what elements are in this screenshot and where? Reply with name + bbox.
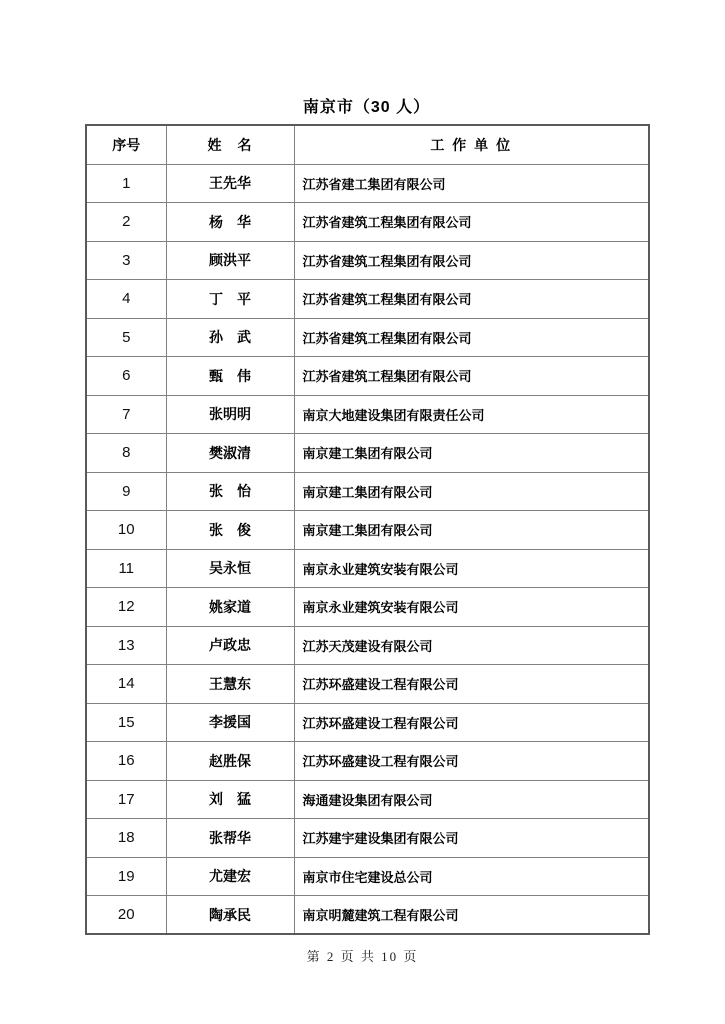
serial-cell: 14 xyxy=(86,665,166,704)
serial-cell: 18 xyxy=(86,819,166,858)
roster-table xyxy=(85,124,650,935)
name-cell: 李援国 xyxy=(166,703,294,742)
name-cell: 张明明 xyxy=(166,395,294,434)
serial-cell: 12 xyxy=(86,588,166,627)
serial-cell: 11 xyxy=(86,549,166,588)
name-cell: 赵胜保 xyxy=(166,742,294,781)
table-row xyxy=(86,318,649,357)
table-row xyxy=(86,241,649,280)
name-cell: 姚家道 xyxy=(166,588,294,627)
table-row xyxy=(86,665,649,704)
table-row xyxy=(86,626,649,665)
name-cell: 张 怡 xyxy=(166,472,294,511)
roster-table-body xyxy=(86,164,649,934)
unit-cell: 江苏省建筑工程集团有限公司 xyxy=(294,357,649,396)
serial-cell: 10 xyxy=(86,511,166,550)
unit-cell: 江苏环盛建设工程有限公司 xyxy=(294,742,649,781)
table-row xyxy=(86,164,649,203)
header-row xyxy=(86,125,649,164)
table-row xyxy=(86,549,649,588)
unit-cell: 江苏省建筑工程集团有限公司 xyxy=(294,280,649,319)
name-cell: 甄 伟 xyxy=(166,357,294,396)
roster-table-header xyxy=(86,125,649,164)
column-header-unit: 工 作 单 位 xyxy=(294,125,649,164)
table-row xyxy=(86,434,649,473)
serial-cell: 15 xyxy=(86,703,166,742)
table-row xyxy=(86,357,649,396)
unit-cell: 江苏省建筑工程集团有限公司 xyxy=(294,241,649,280)
serial-cell: 4 xyxy=(86,280,166,319)
unit-cell: 南京建工集团有限公司 xyxy=(294,511,649,550)
unit-cell: 江苏天茂建设有限公司 xyxy=(294,626,649,665)
unit-cell: 江苏环盛建设工程有限公司 xyxy=(294,665,649,704)
table-row xyxy=(86,780,649,819)
unit-cell: 海通建设集团有限公司 xyxy=(294,780,649,819)
name-cell: 王慧东 xyxy=(166,665,294,704)
column-header-serial: 序号 xyxy=(86,125,166,164)
unit-cell: 南京明麓建筑工程有限公司 xyxy=(294,896,649,935)
column-header-name: 姓 名 xyxy=(166,125,294,164)
table-row xyxy=(86,203,649,242)
name-cell: 陶承民 xyxy=(166,896,294,935)
name-cell: 张帮华 xyxy=(166,819,294,858)
name-cell: 尤建宏 xyxy=(166,857,294,896)
serial-cell: 19 xyxy=(86,857,166,896)
serial-cell: 7 xyxy=(86,395,166,434)
name-cell: 丁 平 xyxy=(166,280,294,319)
serial-cell: 2 xyxy=(86,203,166,242)
table-row xyxy=(86,742,649,781)
table-row xyxy=(86,703,649,742)
serial-cell: 16 xyxy=(86,742,166,781)
page-number-footer: 第 2 页 共 10 页 xyxy=(306,949,419,964)
table-row xyxy=(86,395,649,434)
serial-cell: 8 xyxy=(86,434,166,473)
name-cell: 孙 武 xyxy=(166,318,294,357)
serial-cell: 13 xyxy=(86,626,166,665)
unit-cell: 南京建工集团有限公司 xyxy=(294,472,649,511)
name-cell: 张 俊 xyxy=(166,511,294,550)
serial-cell: 6 xyxy=(86,357,166,396)
unit-cell: 南京永业建筑安装有限公司 xyxy=(294,588,649,627)
unit-cell: 南京市住宅建设总公司 xyxy=(294,857,649,896)
serial-cell: 5 xyxy=(86,318,166,357)
serial-cell: 20 xyxy=(86,896,166,935)
table-row xyxy=(86,472,649,511)
unit-cell: 江苏省建筑工程集团有限公司 xyxy=(294,203,649,242)
name-cell: 樊淑清 xyxy=(166,434,294,473)
unit-cell: 江苏省建筑工程集团有限公司 xyxy=(294,318,649,357)
unit-cell: 南京永业建筑安装有限公司 xyxy=(294,549,649,588)
name-cell: 王先华 xyxy=(166,164,294,203)
page-title: 南京市（30 人） xyxy=(302,99,431,116)
serial-cell: 3 xyxy=(86,241,166,280)
unit-cell: 江苏环盛建设工程有限公司 xyxy=(294,703,649,742)
table-row xyxy=(86,819,649,858)
serial-cell: 1 xyxy=(86,164,166,203)
table-row xyxy=(86,896,649,935)
name-cell: 杨 华 xyxy=(166,203,294,242)
unit-cell: 江苏省建工集团有限公司 xyxy=(294,164,649,203)
name-cell: 卢政忠 xyxy=(166,626,294,665)
serial-cell: 9 xyxy=(86,472,166,511)
unit-cell: 南京建工集团有限公司 xyxy=(294,434,649,473)
table-row xyxy=(86,857,649,896)
name-cell: 顾洪平 xyxy=(166,241,294,280)
name-cell: 刘 猛 xyxy=(166,780,294,819)
unit-cell: 江苏建宇建设集团有限公司 xyxy=(294,819,649,858)
table-row xyxy=(86,511,649,550)
unit-cell: 南京大地建设集团有限责任公司 xyxy=(294,395,649,434)
name-cell: 吴永恒 xyxy=(166,549,294,588)
table-row xyxy=(86,588,649,627)
table-row xyxy=(86,280,649,319)
serial-cell: 17 xyxy=(86,780,166,819)
